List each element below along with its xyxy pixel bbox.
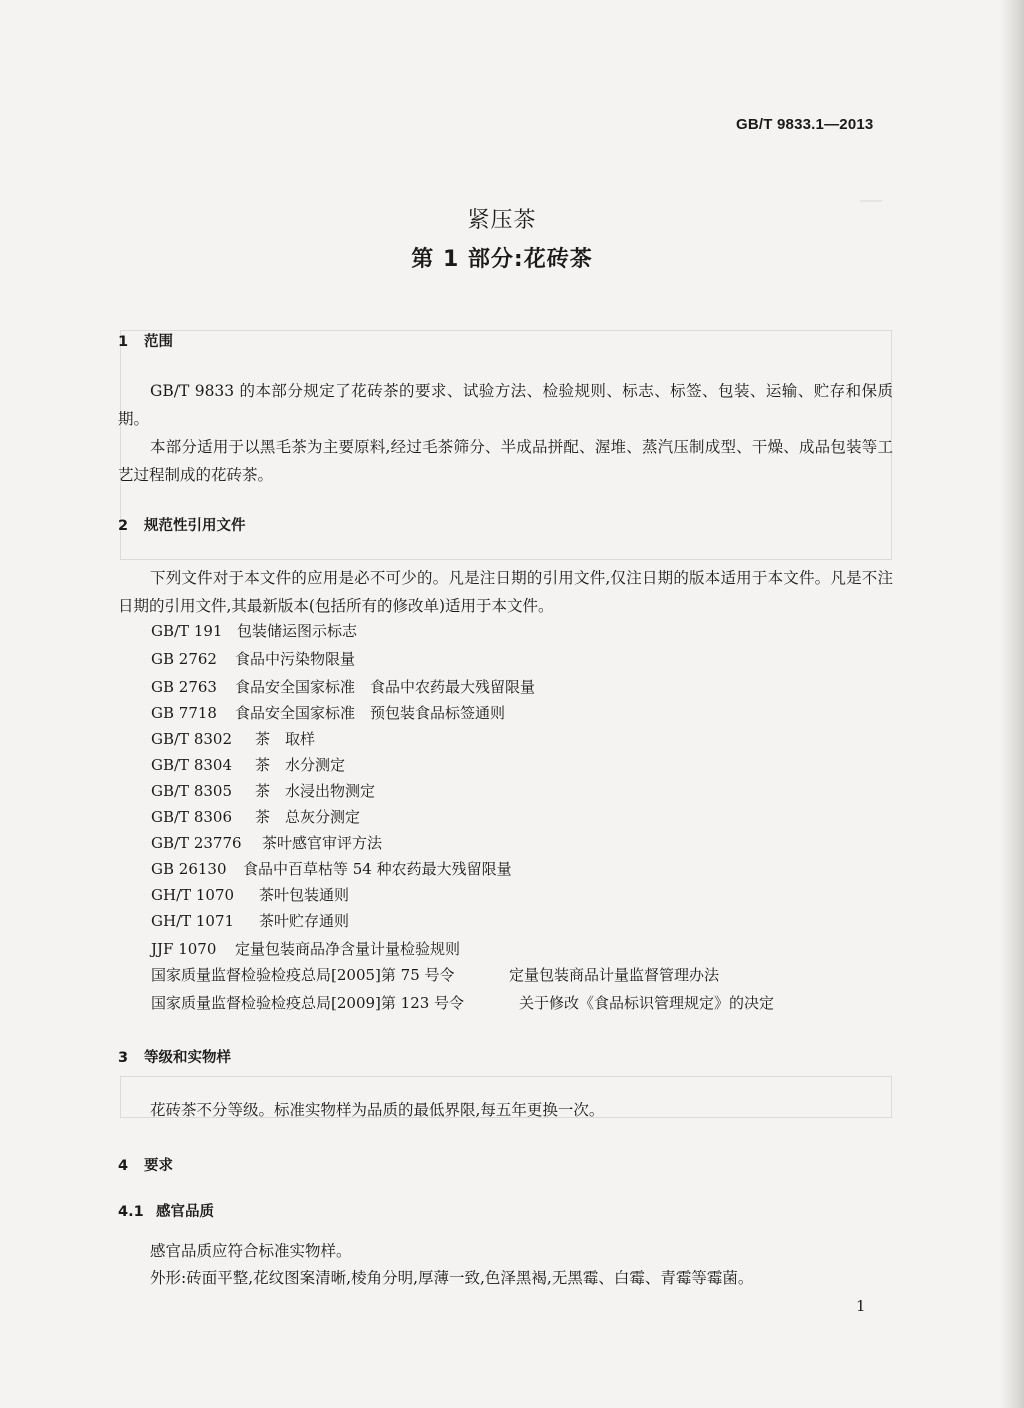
reference-item: JJF 1070 定量包装商品净含量计量检验规则 [151, 940, 461, 958]
reference-item: GB/T 8305 茶 水浸出物测定 [151, 782, 376, 800]
subsection-heading-4-1 [118, 1200, 214, 1221]
section-title: 范围 [144, 334, 173, 350]
reference-item: GB 2763 食品安全国家标准 食品中农药最大残留限量 [151, 678, 536, 696]
reference-item: GB 26130 食品中百草枯等 54 种农药最大残留限量 [151, 860, 512, 878]
page-number: 1 [856, 1297, 866, 1315]
section-heading-4 [118, 1154, 173, 1175]
paragraph: 感官品质应符合标准实物样。 [150, 1242, 352, 1260]
document-title: 紧压茶 [467, 208, 537, 233]
reference-item: GB/T 8304 茶 水分测定 [151, 756, 346, 774]
paragraph: GB/T 9833 的本部分规定了花砖茶的要求、试验方法、检验规则、标志、标签、包装、运输、贮存和保质期。 [118, 382, 893, 428]
paragraph: 花砖茶不分等级。标准实物样为品质的最低界限,每五年更换一次。 [150, 1101, 605, 1119]
section-title: 规范性引用文件 [144, 518, 246, 534]
reference-item: 国家质量监督检验检疫总局[2009]第 123 号令 关于修改《食品标识管理规定》的决定 [151, 994, 775, 1012]
subsection-title: 感官品质 [156, 1204, 214, 1220]
reference-item: GB/T 23776 茶叶感官审评方法 [151, 834, 383, 852]
section-heading-1 [118, 330, 173, 351]
section-number: 3 [118, 1050, 129, 1066]
paragraph: 外形:砖面平整,花纹图案清晰,棱角分明,厚薄一致,色泽黑褐,无黑霉、白霉、青霉等霉菌。 [150, 1269, 754, 1287]
document-subtitle: 第 1 部分:花砖茶 [411, 247, 593, 272]
reference-item: GH/T 1070 茶叶包装通则 [151, 886, 350, 904]
section-title: 等级和实物样 [144, 1050, 231, 1066]
reference-item: GB 2762 食品中污染物限量 [151, 650, 356, 668]
reference-item: GB 7718 食品安全国家标准 预包装食品标签通则 [151, 704, 506, 722]
reference-item: GB/T 8306 茶 总灰分测定 [151, 808, 361, 826]
section-heading-2 [118, 514, 246, 535]
paragraph: 本部分适用于以黑毛茶为主要原料,经过毛茶筛分、半成品拼配、渥堆、蒸汽压制成型、干燥、成品包装等工艺过程制成的花砖茶。 [118, 438, 893, 484]
reference-item: GB/T 8302 茶 取样 [151, 730, 316, 748]
show-through-text: ─── [860, 194, 882, 208]
standard-code: GB/T 9833.1—2013 [736, 116, 874, 133]
paragraph: 下列文件对于本文件的应用是必不可少的。凡是注日期的引用文件,仅注日期的版本适用于本文件。凡是不注日期的引用文件,其最新版本(包括所有的修改单)适用于本文件。 [118, 569, 893, 615]
reference-item: GB/T 191 包装储运图示标志 [151, 622, 358, 640]
reference-item: 国家质量监督检验检疫总局[2005]第 75 号令 定量包装商品计量监督管理办法 [151, 966, 720, 984]
section-heading-3 [118, 1046, 231, 1067]
reference-item: GH/T 1071 茶叶贮存通则 [151, 912, 350, 930]
subsection-number: 4.1 [118, 1204, 144, 1220]
section-number: 1 [118, 334, 129, 350]
section-title: 要求 [144, 1158, 173, 1174]
section-number: 2 [118, 518, 129, 534]
section-number: 4 [118, 1158, 129, 1174]
